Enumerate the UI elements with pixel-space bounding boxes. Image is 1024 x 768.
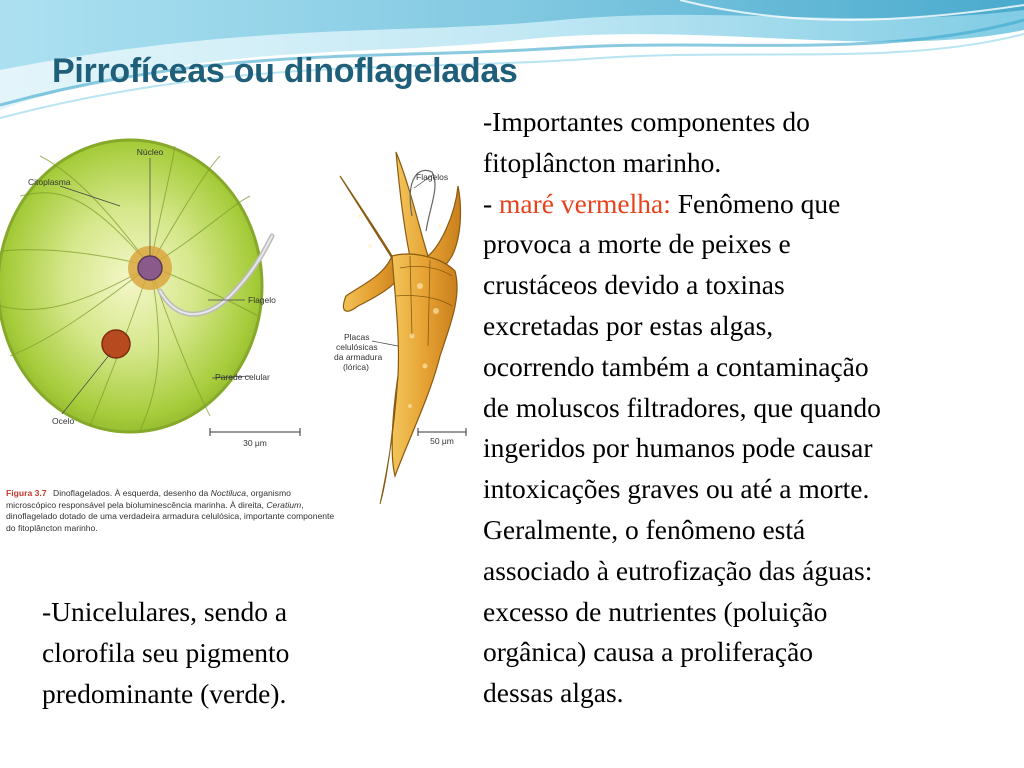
right-text-line: dessas algas.: [483, 677, 624, 709]
right-text-line: ingeridos por humanos pode causar: [483, 432, 873, 464]
caption-figure-number: Figura 3.7: [6, 488, 47, 498]
red-tide-rest: Fenômeno que: [670, 187, 841, 219]
label-flagelo: Flagelo: [248, 295, 276, 305]
label-nucleo: Núcleo: [136, 147, 164, 157]
right-text-block: [483, 102, 1023, 714]
right-text-line: excretadas por estas algas,: [483, 309, 774, 341]
label-placas-1: Placas: [344, 332, 370, 342]
right-text-line: associado à eutrofização das águas:: [483, 554, 873, 586]
right-text-line: Geralmente, o fenômeno está: [483, 513, 806, 545]
label-placas-3: da armadura: [334, 352, 383, 362]
red-tide-line: [483, 184, 1023, 225]
figure-illustration: [0, 136, 470, 546]
scale-label-right: 50 μm: [430, 436, 454, 446]
slide-title: Pirrofíceas ou dinoflageladas: [52, 52, 518, 90]
scale-bar-right: [418, 428, 466, 436]
right-text-line: orgânica) causa a proliferação: [483, 636, 814, 668]
left-text-line: predominante (verde).: [42, 677, 287, 709]
red-tide-term: maré vermelha:: [499, 187, 671, 219]
right-text-line: provoca a morte de peixes e: [483, 228, 791, 260]
scale-label-left: 30 μm: [243, 438, 267, 448]
label-citoplasma: Citoplasma: [28, 177, 71, 187]
right-text-line: de moluscos filtradores, que quando: [483, 391, 881, 423]
left-text-line: clorofila seu pigmento: [42, 636, 290, 668]
label-parede-celular: Parede celular: [215, 372, 270, 382]
left-text-line: -Unicelulares, sendo a: [42, 596, 288, 627]
right-text-line: excesso de nutrientes (poluição: [483, 595, 828, 627]
right-text-line: intoxicações graves ou até a morte.: [483, 473, 870, 505]
right-text-line: fitoplâncton marinho.: [483, 146, 722, 178]
label-flagelos: Flagelos: [416, 172, 449, 182]
right-text-line: -Importantes componentes do: [483, 106, 810, 137]
label-placas-4: (lórica): [343, 362, 369, 372]
ceratium-cell: [340, 152, 460, 504]
caption-ceratium: Ceratium: [266, 499, 302, 510]
caption-noctiluca: Noctiluca: [210, 488, 247, 498]
caption-text-1: Dinoflagelados. À esquerda, desenho da: [52, 488, 211, 498]
dinoflagellate-figure: [0, 136, 470, 546]
label-ocelo: Ocelo: [52, 416, 75, 426]
right-text-line: crustáceos devido a toxinas: [483, 269, 785, 301]
left-text-block: [42, 592, 422, 714]
label-placas-2: celulósicas: [336, 342, 378, 352]
caption-text-3: , dinoflagelado dotado de uma verdadeira armadura celulósica, importante componente do fitoplâncton marinho.: [6, 499, 335, 533]
caption-text-2: , organismo microscópico responsável pela bioluminescência marinha. À direita,: [6, 488, 291, 510]
figure-caption: [6, 488, 342, 534]
scale-bar-left: [210, 428, 300, 436]
red-tide-dash: -: [483, 187, 500, 219]
right-text-line: ocorrendo também a contaminação: [483, 350, 869, 382]
